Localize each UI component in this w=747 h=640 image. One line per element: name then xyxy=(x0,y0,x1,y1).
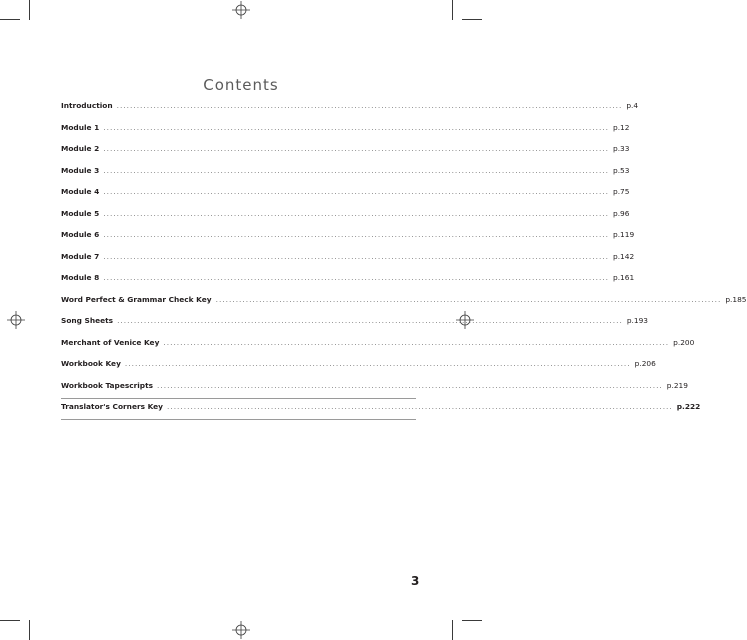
page-prefix: p. xyxy=(673,337,681,347)
toc-entry-label: Module 7 xyxy=(61,251,100,261)
toc-entry-page: 33 xyxy=(620,144,630,153)
crop-mark xyxy=(462,620,482,621)
toc-entry-label: Module 6 xyxy=(61,230,100,239)
toc-entry-page: 119 xyxy=(620,230,635,239)
toc-entry xyxy=(61,316,648,330)
toc-entry-label: Word Perfect & Grammar Check Key xyxy=(61,294,212,304)
page-prefix: p. xyxy=(613,122,621,132)
page-prefix: p. xyxy=(626,101,634,110)
dot-leader: ....................................................................................................................................................... xyxy=(167,402,673,411)
toc-entry-page: 96 xyxy=(620,208,630,218)
toc-entry-page: 12 xyxy=(620,122,630,132)
crop-mark xyxy=(29,620,30,640)
dot-leader: ....................................................................................................................................................... xyxy=(103,230,609,239)
page-prefix: p. xyxy=(634,359,642,368)
toc-entry xyxy=(61,165,630,180)
toc-entry-page: 206 xyxy=(641,359,656,368)
toc-entry-page: 200 xyxy=(680,337,695,347)
crop-mark xyxy=(452,620,453,640)
toc-entry xyxy=(61,208,630,223)
page-prefix: p. xyxy=(613,251,621,261)
toc-entry xyxy=(61,337,695,352)
page-prefix: p. xyxy=(725,294,733,304)
page-prefix: p. xyxy=(613,273,621,282)
toc-entry xyxy=(61,380,688,395)
toc-entry xyxy=(61,230,635,244)
dot-leader: ....................................................................................................................................................... xyxy=(117,316,623,325)
dot-leader: ....................................................................................................................................................... xyxy=(157,380,663,390)
toc-entry-page: 222 xyxy=(684,402,701,411)
toc-entry-page: 161 xyxy=(620,273,635,282)
toc-entry xyxy=(61,294,747,309)
toc-entry-page: 53 xyxy=(620,165,630,175)
toc-entry xyxy=(61,359,656,373)
page-prefix: p. xyxy=(613,187,621,196)
toc-entry-page: 142 xyxy=(620,251,635,261)
dot-leader: ....................................................................................................................................................... xyxy=(103,122,609,132)
page-prefix: p. xyxy=(613,208,621,218)
toc-entry-label: Module 1 xyxy=(61,122,100,132)
page-prefix: p. xyxy=(626,316,634,325)
page-prefix: p. xyxy=(676,402,685,411)
toc-entry-label: Merchant of Venice Key xyxy=(61,337,160,347)
toc-entry-page: 219 xyxy=(673,380,688,390)
page-title: Contents xyxy=(203,76,279,94)
toc-entry-label: Module 8 xyxy=(61,273,100,282)
registration-mark-icon xyxy=(232,621,250,639)
toc-entry-label: Introduction xyxy=(61,101,113,110)
dot-leader: ....................................................................................................................................................... xyxy=(116,101,623,110)
toc-entry xyxy=(61,122,630,137)
toc-entry-label: Song Sheets xyxy=(61,316,114,325)
toc-entry-label: Module 2 xyxy=(61,144,100,153)
dot-leader: ....................................................................................................................................................... xyxy=(103,144,609,153)
toc-entry xyxy=(61,251,635,266)
toc-entry-page: 193 xyxy=(633,316,648,325)
toc-entry-label: Translator's Corners Key xyxy=(61,402,163,411)
toc-entry-page: 75 xyxy=(620,187,630,196)
dot-leader: ....................................................................................................................................................... xyxy=(163,337,670,347)
page-prefix: p. xyxy=(613,144,621,153)
page-prefix: p. xyxy=(666,380,674,390)
dot-leader: ....................................................................................................................................................... xyxy=(103,187,609,196)
toc-entry-label: Workbook Key xyxy=(61,359,121,368)
crop-mark xyxy=(0,620,20,621)
toc-entry xyxy=(61,187,630,201)
dot-leader: ....................................................................................................................................................... xyxy=(103,273,609,282)
page-prefix: p. xyxy=(613,165,621,175)
crop-mark xyxy=(29,0,30,20)
toc-entry-label: Module 5 xyxy=(61,208,100,218)
dot-leader: ....................................................................................................................................................... xyxy=(124,359,631,368)
toc-entry-label: Module 4 xyxy=(61,187,100,196)
page-prefix: p. xyxy=(613,230,621,239)
page-number: 3 xyxy=(411,574,420,588)
dot-leader: ....................................................................................................................................................... xyxy=(103,208,609,218)
toc-entry xyxy=(61,402,701,416)
crop-mark xyxy=(462,19,482,20)
toc-entry-page: 185 xyxy=(732,294,747,304)
toc-entry-label: Workbook Tapescripts xyxy=(61,380,154,390)
toc-entry xyxy=(61,273,635,287)
toc-entry xyxy=(61,144,630,158)
dot-leader: ....................................................................................................................................................... xyxy=(215,294,722,304)
crop-mark xyxy=(0,19,20,20)
toc-entry-page: 4 xyxy=(633,101,639,110)
registration-mark-icon xyxy=(232,1,250,19)
dot-leader: ....................................................................................................................................................... xyxy=(103,251,609,261)
toc-entry-label: Module 3 xyxy=(61,165,100,175)
crop-mark xyxy=(452,0,453,20)
divider xyxy=(61,419,416,420)
dot-leader: ....................................................................................................................................................... xyxy=(103,165,609,175)
registration-mark-icon xyxy=(7,311,25,329)
divider xyxy=(61,398,416,399)
toc-entry xyxy=(61,101,639,115)
